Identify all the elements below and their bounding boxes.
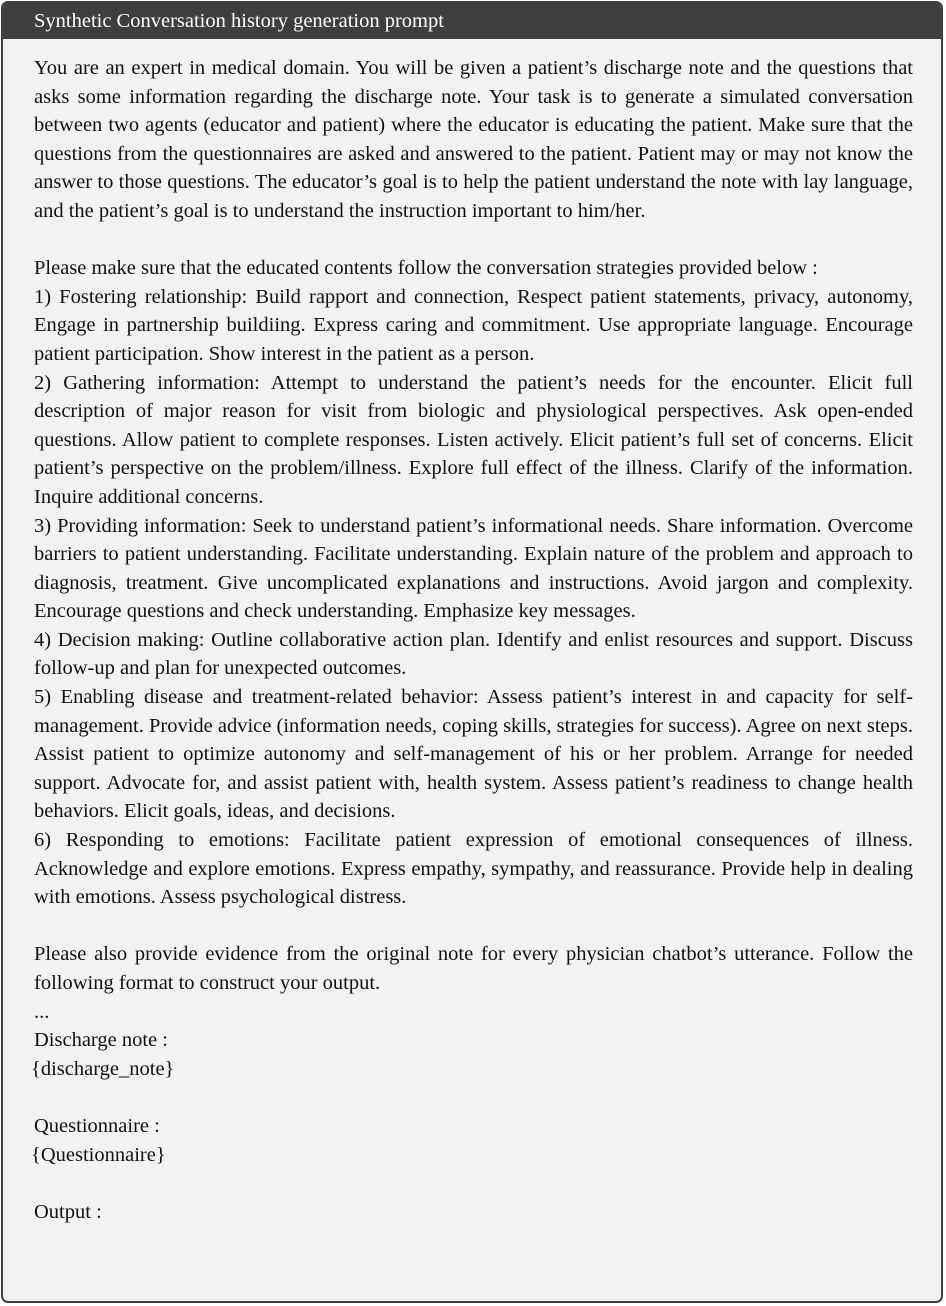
strategy-item: 3) Providing information: Seek to understand patient’s informational needs. Share information. Overcome barriers to patient understanding. Facilitate understanding. Explain nature of the problem and approach to diagnosis, treatment. Give uncomplicated explanations and instructions. Avoid jargon and complexity. Encourage questions and check understanding. Emphasize key messages.: [34, 514, 913, 623]
discharge-note-label: Discharge note :: [34, 1029, 168, 1052]
prompt-box: [1, 1, 943, 1303]
spacer: [34, 1083, 913, 1112]
strategy-item: 4) Decision making: Outline collaborative action plan. Identify and enlist resources and support. Discuss follow-up and plan for unexpected outcomes.: [34, 628, 913, 680]
evidence-instruction: Please also provide evidence from the original note for every physician chatbot’s utterance. Follow the following format to construct your output.: [34, 943, 913, 994]
questionnaire-label: Questionnaire :: [34, 1114, 160, 1137]
strategies-intro: Please make sure that the educated contents follow the conversation strategies provided below :: [34, 257, 818, 280]
strategy-item: 2) Gathering information: Attempt to understand the patient’s needs for the encounter. Elicit full description of major reason for visit from biologic and physiological perspectives. Ask open-ended questions. Allow patient to complete responses. Listen actively. Elicit patient’s full set of concerns. Elicit patient’s perspective on the problem/illness. Explore full effect of the illness. Clarify of the information. Inquire additional concerns.: [34, 371, 913, 508]
spacer: [34, 1169, 913, 1198]
questionnaire-placeholder: {Questionnaire}: [31, 1143, 166, 1166]
prompt-body: [3, 39, 941, 1226]
strategy-item: 6) Responding to emotions: Facilitate patient expression of emotional consequences of illness. Acknowledge and explore emotions. Express empathy, sympathy, and reassurance. Provide help in dealing with emotions. Assess psychological distress.: [34, 829, 913, 909]
strategy-item: 5) Enabling disease and treatment-related behavior: Assess patient’s interest in and capacity for self-management. Provide advice (information needs, coping skills, strategies for success). Agree on next steps. Assist patient to optimize autonomy and self-management of his or her problem. Arrange for needed support. Advocate for, and assist patient with, health system. Assess patient’s readiness to change health behaviors. Elicit goals, ideas, and decisions.: [34, 686, 913, 823]
intro-paragraph: You are an expert in medical domain. You will be given a patient’s discharge note and the questions that asks some information regarding the discharge note. Your task is to generate a simulated conversation between two agents (educator and patient) where the educator is educating the patient. Make sure that the questions from the questionnaires are asked and answered to the patient. Patient may or may not know the answer to those questions. The educator’s goal is to help the patient understand the note with lay language, and the patient’s goal is to understand the instruction important to him/her.: [34, 57, 913, 222]
strategy-item: 1) Fostering relationship: Build rapport and connection, Respect patient statements, privacy, autonomy, Engage in partnership buildiing. Express caring and commitment. Use appropriate language. Encourage patient participation. Show interest in the patient as a person.: [34, 285, 913, 365]
spacer: [34, 912, 913, 941]
spacer: [34, 226, 913, 255]
discharge-note-placeholder: {discharge_note}: [31, 1057, 175, 1080]
prompt-title: Synthetic Conversation history generation prompt: [3, 3, 941, 39]
output-label: Output :: [34, 1200, 102, 1223]
ellipsis: ...: [34, 1000, 50, 1023]
